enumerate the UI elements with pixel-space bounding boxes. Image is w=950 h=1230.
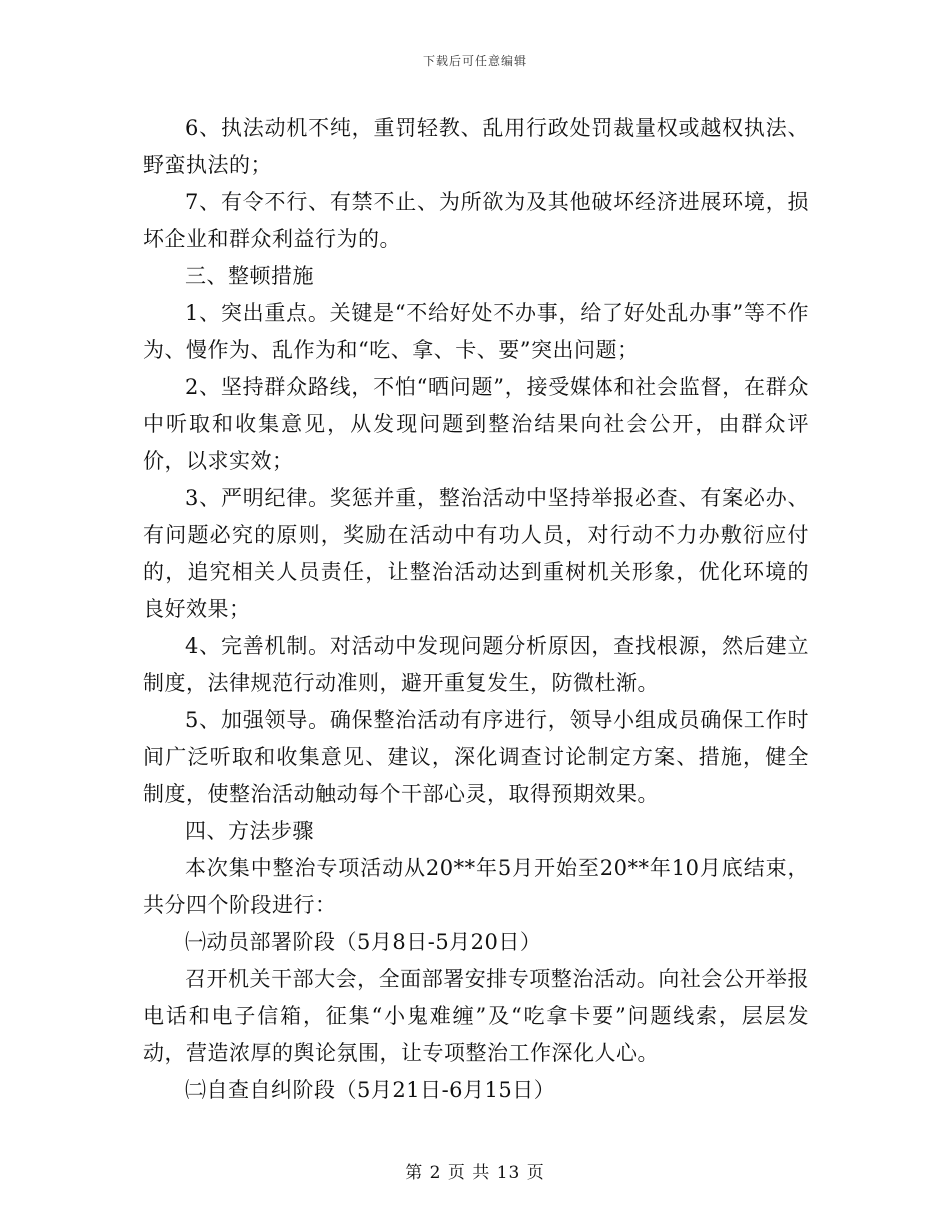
paragraph: 4、完善机制。对活动中发现问题分析原因，查找根源，然后建立制度，法律规范行动准则，避开重复发生，防微杜渐。: [143, 634, 809, 695]
section-heading: 三、整顿措施: [185, 264, 314, 288]
subsection-heading: ㈠动员部署阶段（5月8日-5月20日）: [185, 930, 542, 954]
page-footer: [0, 1158, 950, 1183]
paragraph: 5、加强领导。确保整治活动有序进行，领导小组成员确保工作时间广泛听取和收集意见、建议，深化调查讨论制定方案、措施，健全制度，使整治活动触动每个干部心灵，取得预期效果。: [143, 708, 809, 806]
paragraph: 召开机关干部大会，全面部署安排专项整治活动。向社会公开举报电话和电子信箱，征集“小鬼难缠”及“吃拿卡要”问题线索，层层发动，营造浓厚的舆论氛围，让专项整治工作深化人心。: [143, 967, 809, 1065]
paragraph: 6、执法动机不纯，重罚轻教、乱用行政处罚裁量权或越权执法、野蛮执法的；: [143, 116, 809, 177]
paragraph: 本次集中整治专项活动从20**年5月开始至20**年10月底结束，共分四个阶段进行：: [143, 856, 809, 917]
subsection-heading: ㈡自查自纠阶段（5月21日-6月15日）: [185, 1078, 556, 1102]
paragraph: 7、有令不行、有禁不止、为所欲为及其他破坏经济进展环境，损坏企业和群众利益行为的。: [143, 190, 809, 251]
page-header: 下载后可任意编辑: [422, 54, 527, 68]
paragraph: 3、严明纪律。奖惩并重，整治活动中坚持举报必查、有案必办、有问题必究的原则，奖励在活动中有功人员，对行动不力办敷衍应付的，追究相关人员责任，让整治活动达到重树机关形象，优化环境的良好效果；: [143, 486, 809, 621]
paragraph: 2、坚持群众路线，不怕“晒问题”，接受媒体和社会监督，在群众中听取和收集意见，从发现问题到整治结果向社会公开，由群众评价，以求实效；: [143, 375, 809, 473]
document-body: [143, 110, 809, 1109]
section-heading: 四、方法步骤: [185, 819, 314, 843]
paragraph: 1、突出重点。关键是“不给好处不办事，给了好处乱办事”等不作为、慢作为、乱作为和“吃、拿、卡、要”突出问题；: [143, 301, 809, 362]
page-number-text: 第 2 页 共 13 页: [405, 1163, 545, 1183]
